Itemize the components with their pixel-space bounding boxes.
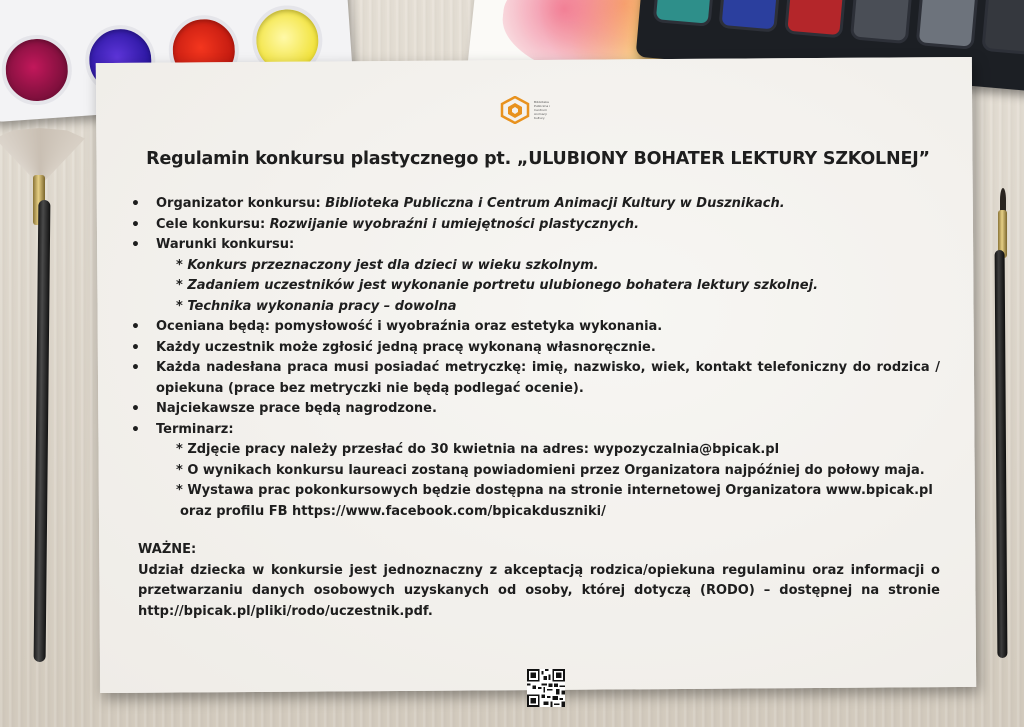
round-brush-tip xyxy=(1000,188,1006,212)
library-logo-icon xyxy=(500,96,530,124)
paint-pan-darkgray xyxy=(850,0,913,44)
list-item-metric: • Każda nadesłana praca musi posiadać metryczkę: imię, nazwisko, wiek, kontakt telefoniczny do rodzica / opiekuna (prace bez metryczki nie będą podlegać ocenie). xyxy=(130,358,940,399)
paint-pan-red xyxy=(784,0,847,38)
condition-line: * Zadaniem uczestników jest wykonanie portretu ulubionego bohatera lektury szkolnej. xyxy=(176,278,819,293)
goal-value: Rozwijanie wyobraźni i umiejętności plastycznych. xyxy=(269,216,640,232)
list-item-organizer xyxy=(130,194,940,215)
list-item-schedule: • Terminarz: xyxy=(130,420,940,441)
list-item-conditions: • Warunki konkursu: xyxy=(130,235,940,256)
paint-well-magenta xyxy=(0,33,74,108)
schedule-line: * Wystawa prac pokonkursowych będzie dostępna na stronie internetowej Organizatora www.bpicak.pl xyxy=(176,483,933,498)
schedule-line: * Zdjęcie pracy należy przesłać do 30 kwietnia na adres: wypozyczalnia@bpicak.pl xyxy=(176,442,780,457)
condition-line: * Technika wykonania pracy – dowolna xyxy=(176,298,457,314)
library-logo xyxy=(500,96,556,124)
paint-pan-charcoal xyxy=(981,0,1024,56)
rules-list xyxy=(130,194,940,522)
round-brush-handle xyxy=(995,250,1008,658)
page-title: Regulamin konkursu plastycznego pt. „ULUBIONY BOHATER LEKTURY SZKOLNEJ” xyxy=(146,149,930,169)
list-item-one-work: • Każdy uczestnik może zgłosić jedną pracę wykonaną własnoręcznie. xyxy=(130,338,940,359)
list-item-evaluation: • Oceniana będą: pomysłowość i wyobraźnia oraz estetyka wykonania. xyxy=(130,317,940,338)
fan-brush-handle xyxy=(34,200,51,662)
paint-pan-teal xyxy=(653,0,716,27)
qr-code-icon xyxy=(527,669,565,707)
list-item-goal xyxy=(130,215,940,236)
organizer-value: Biblioteka Publiczna i Centrum Animacji Kultury w Dusznikach. xyxy=(325,196,785,211)
organizer-label: Organizator konkursu: xyxy=(156,196,326,211)
paint-pan-blue xyxy=(718,0,781,33)
goal-label: Cele konkursu: xyxy=(156,216,270,232)
library-logo-text: Biblioteka Publiczna i Centrum Animacji Kultury xyxy=(534,100,550,120)
condition-line: * Konkurs przeznaczony jest dla dzieci w wieku szkolnym. xyxy=(176,257,599,273)
important-text: Udział dziecka w konkursie jest jednoznaczny z akceptacją rodzica/opiekuna regulaminu oraz informacji o przetwarzaniu danych osobowych uzyskanych od osoby, której dotyczą (RODO) – dostępnej na stronie http://bpicak.pl/pliki/rodo/uczestnik.pdf. xyxy=(138,562,940,619)
important-notice xyxy=(138,540,940,622)
schedule-line-continued: oraz profilu FB https://www.facebook.com/bpicakduszniki/ xyxy=(180,503,606,519)
schedule-line: * O wynikach konkursu laureaci zostaną powiadomieni przez Organizatora najpóźniej do połowy maja. xyxy=(176,462,925,478)
important-label: WAŻNE: xyxy=(138,542,197,557)
list-item-awards: • Najciekawsze prace będą nagrodzone. xyxy=(130,399,940,420)
paint-pan-gray xyxy=(916,0,979,50)
